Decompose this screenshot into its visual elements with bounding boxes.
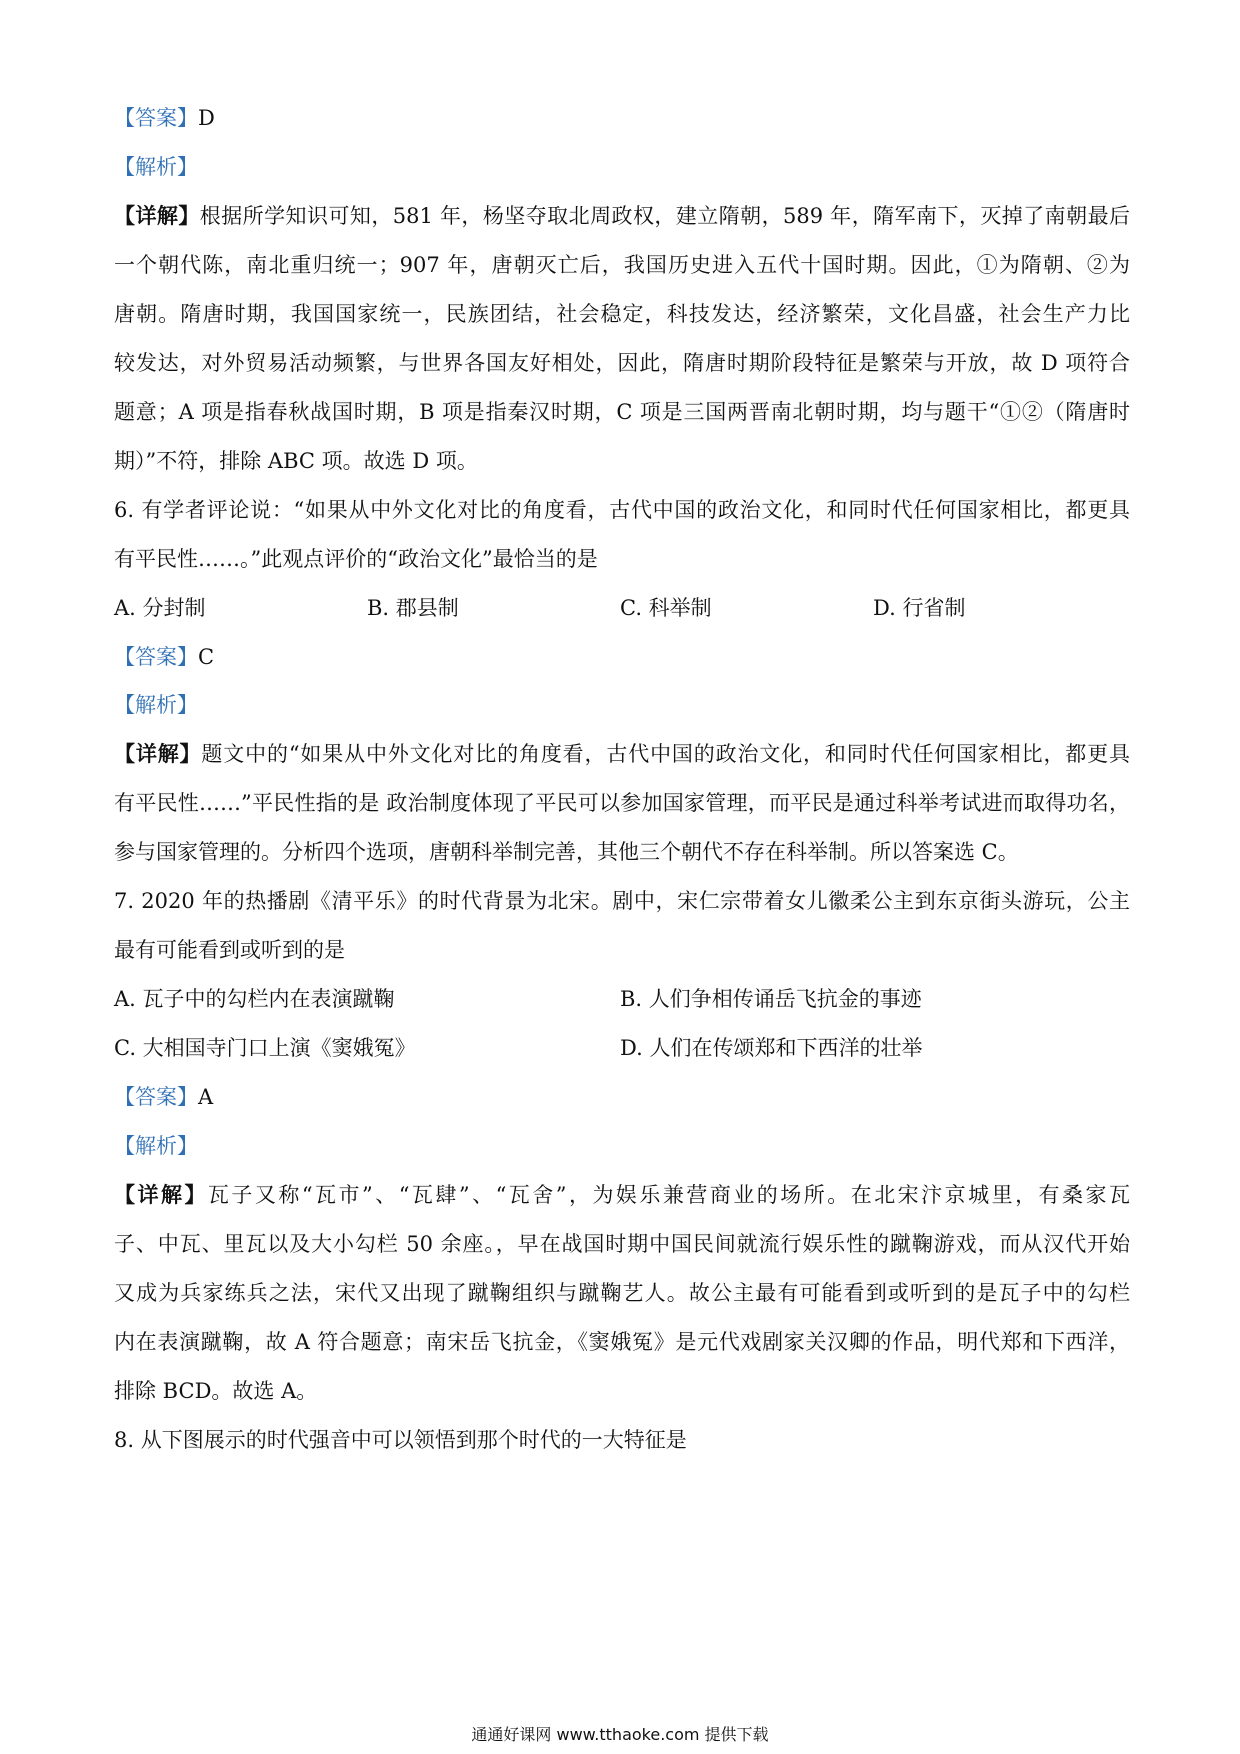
q7-option-d: D. 人们在传颂郑和下西洋的壮举 xyxy=(620,1036,923,1060)
q6-answer-line xyxy=(114,642,1130,672)
q7-analysis-line xyxy=(114,1131,1130,1161)
q6-option-b: B. 郡县制 xyxy=(367,596,459,620)
q7-stem-line-2: 最有可能看到或听到的是 xyxy=(114,938,345,962)
q8-stem-line: 8. 从下图展示的时代强音中可以领悟到那个时代的一大特征是 xyxy=(114,1428,687,1452)
q5-detail-line-2: 一个朝代陈，南北重归统一；907 年，唐朝灭亡后，我国历史进入五代十国时期。因此，①为隋朝、②为 xyxy=(114,253,1130,277)
q7-option-b: B. 人们争相传诵岳飞抗金的事迹 xyxy=(620,987,922,1011)
q5-detail-tag: 【详解】 xyxy=(114,203,200,228)
q6-detail-line-1 xyxy=(114,739,1130,769)
q5-detail-text-1: 根据所学知识可知，581 年，杨坚夺取北周政权，建立隋朝，589 年，隋军南下，灭掉了南朝最后 xyxy=(199,204,1131,228)
q6-answer-tag: 【答案】 xyxy=(114,645,198,669)
q6-analysis-line xyxy=(114,690,1130,720)
q5-detail-line-3: 唐朝。隋唐时期，我国国家统一，民族团结，社会稳定，科技发达，经济繁荣，文化昌盛，社会生产力比 xyxy=(114,302,1130,326)
q6-answer-value: C xyxy=(198,645,215,669)
q6-detail-line-3: 参与国家管理的。分析四个选项，唐朝科举制完善，其他三个朝代不存在科举制。所以答案选 C。 xyxy=(114,840,1019,864)
page-footer: 通通好课网 www.tthaoke.com 提供下载 xyxy=(471,1725,769,1744)
q7-analysis-tag: 【解析】 xyxy=(114,1134,198,1158)
q7-detail-text-1: 瓦子又称“瓦市”、“瓦肆”、“瓦舍”，为娱乐兼营商业的场所。在北宋汴京城里，有桑家瓦 xyxy=(207,1183,1130,1207)
q5-analysis-line xyxy=(114,152,1130,182)
q6-stem-line-2: 有平民性……。”此观点评价的“政治文化”最恰当的是 xyxy=(114,547,598,571)
q7-detail-tag: 【详解】 xyxy=(114,1182,208,1207)
q7-option-c: C. 大相国寺门口上演《窦娥冤》 xyxy=(114,1036,416,1060)
q5-detail-line-4: 较发达，对外贸易活动频繁，与世界各国友好相处，因此，隋唐时期阶段特征是繁荣与开放，故 D 项符合 xyxy=(114,351,1130,375)
q6-detail-text-1: 题文中的“如果从中外文化对比的角度看，古代中国的政治文化，和同时代任何国家相比，都更具 xyxy=(201,742,1131,766)
q5-answer-line xyxy=(114,103,1130,133)
q7-detail-line-5: 排除 BCD。故选 A。 xyxy=(114,1379,318,1403)
q5-detail-line-6: 期）”不符，排除 ABC 项。故选 D 项。 xyxy=(114,449,478,473)
q7-answer-line xyxy=(114,1082,1130,1112)
q5-analysis-tag: 【解析】 xyxy=(114,155,198,179)
q7-stem-line-1: 7. 2020 年的热播剧《清平乐》的时代背景为北宋。剧中，宋仁宗带着女儿徽柔公主到东京街头游玩，公主 xyxy=(114,889,1130,913)
q5-detail-line-1 xyxy=(114,201,1130,231)
q6-option-a: A. 分封制 xyxy=(114,596,206,620)
q7-detail-line-1 xyxy=(114,1180,1130,1210)
q7-answer-value: A xyxy=(198,1085,214,1109)
q5-answer-tag: 【答案】 xyxy=(114,106,198,130)
q5-answer-value: D xyxy=(198,106,215,130)
q7-answer-tag: 【答案】 xyxy=(114,1085,198,1109)
q6-detail-line-2: 有平民性……”平民性指的是 政治制度体现了平民可以参加国家管理，而平民是通过科举考试进而取得功名， xyxy=(114,791,1130,815)
q7-detail-line-3: 又成为兵家练兵之法，宋代又出现了蹴鞠组织与蹴鞠艺人。故公主最有可能看到或听到的是瓦子中的勾栏 xyxy=(114,1281,1130,1305)
q6-stem-line-1: 6. 有学者评论说：“如果从中外文化对比的角度看，古代中国的政治文化，和同时代任何国家相比，都更具 xyxy=(114,498,1130,522)
q6-option-d: D. 行省制 xyxy=(873,596,966,620)
q6-detail-tag: 【详解】 xyxy=(114,741,202,766)
q7-option-a: A. 瓦子中的勾栏内在表演蹴鞠 xyxy=(114,987,395,1011)
q6-option-c: C. 科举制 xyxy=(620,596,712,620)
q6-analysis-tag: 【解析】 xyxy=(114,693,198,717)
q7-detail-line-4: 内在表演蹴鞠，故 A 符合题意；南宋岳飞抗金，《窦娥冤》是元代戏剧家关汉卿的作品，明代郑和下西洋， xyxy=(114,1330,1130,1354)
q5-detail-line-5: 题意；A 项是指春秋战国时期，B 项是指秦汉时期，C 项是三国两晋南北朝时期，均与题干“①②（隋唐时 xyxy=(114,400,1130,424)
q7-detail-line-2: 子、中瓦、里瓦以及大小勾栏 50 余座。，早在战国时期中国民间就流行娱乐性的蹴鞠游戏，而从汉代开始 xyxy=(114,1232,1130,1256)
